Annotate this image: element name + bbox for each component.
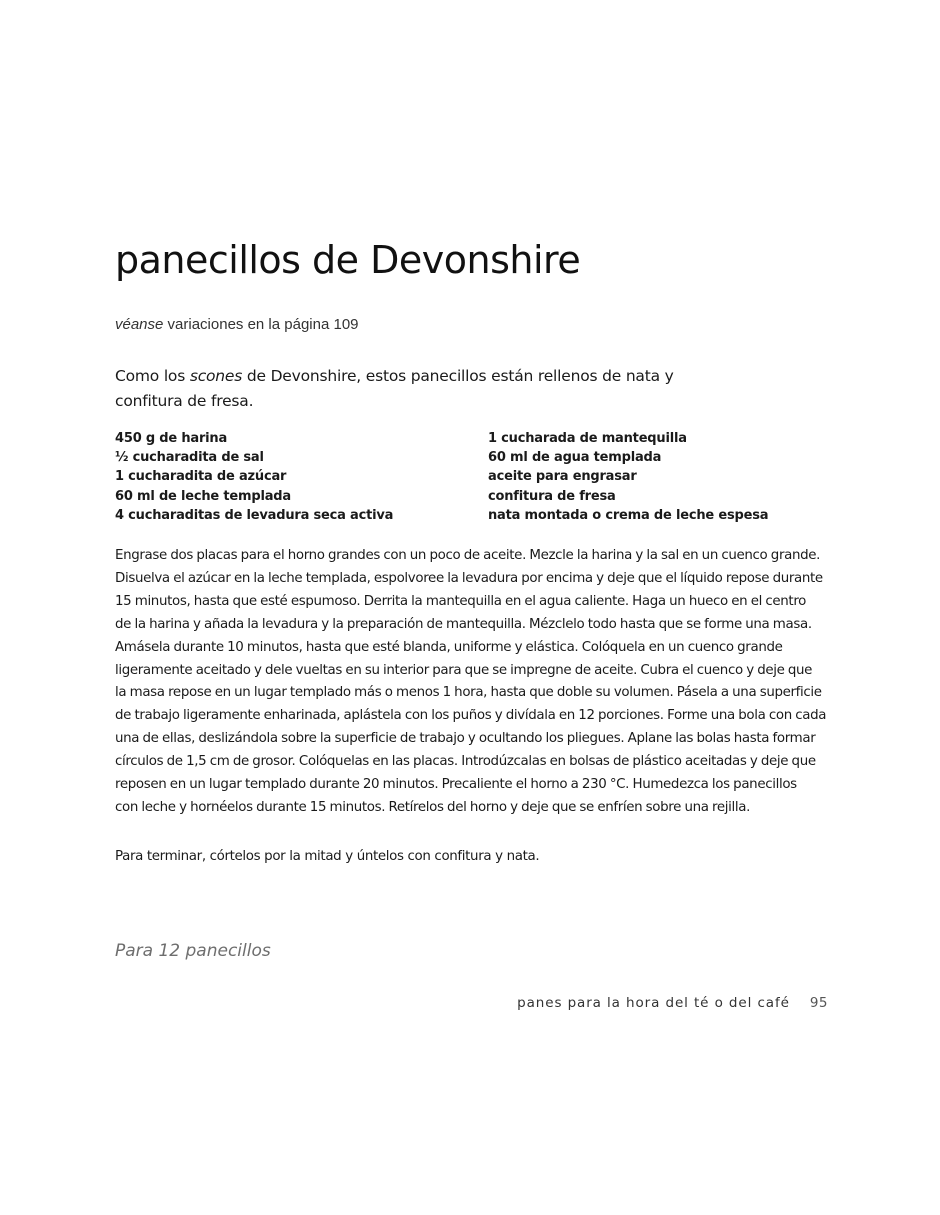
ingredient-item: aceite para engrasar [488,469,637,485]
ingredient-item: 60 ml de agua templada [488,450,662,466]
footer-section-title: panes para la hora del té o del café [517,995,790,1011]
method-line: la masa repose en un lugar templado más o menos 1 hora, hasta que doble su volumen. Pásela a una superficie [115,685,822,701]
page-footer [517,995,828,1011]
method-line: de trabajo ligeramente enharinada, aplástela con los puños y divídala en 12 porciones. Forme una bola con cada [115,708,827,724]
ingredient-item: nata montada o crema de leche espesa [488,507,769,523]
page-number: 95 [809,995,828,1011]
ingredient-item: 60 ml de leche templada [115,488,291,504]
ingredients-list-right [488,429,828,525]
intro-text-before: Como los [115,367,190,385]
ingredient-item: 1 cucharadita de azúcar [115,469,287,485]
method-line: reposen en un lugar templado durante 20 minutos. Precaliente el horno a 230 °C. Humedezca los panecillos [115,777,797,793]
method-line: Amásela durante 10 minutos, hasta que esté blanda, uniforme y elástica. Colóquela en un cuenco grande [115,639,783,655]
recipe-intro [115,364,725,414]
ingredient-item: 1 cucharada de mantequilla [488,431,687,446]
variations-italic: véanse [115,316,164,333]
method-line: Disuelva el azúcar en la leche templada, espolvoree la levadura por encima y deje que el líquido repose durante [115,570,823,586]
method-line: Engrase dos placas para el horno grandes con un poco de aceite. Mezcle la harina y la sal en un cuenco grande. [115,548,821,563]
variations-reference [115,316,359,333]
method-paragraph [115,545,827,820]
method-line: de la harina y añada la levadura y la preparación de mantequilla. Mézclelo todo hasta que se forme una masa. [115,616,812,632]
ingredients-list-left [115,429,475,525]
variations-text: variaciones en la página 109 [163,316,359,333]
recipe-title: panecillos de Devonshire [115,238,581,282]
finishing-instruction: Para terminar, córtelos por la mitad y úntelos con confitura y nata. [115,849,540,864]
method-line: una de ellas, deslizándola sobre la superficie de trabajo y ocultando los pliegues. Aplane las bolas hasta formar [115,731,816,747]
recipe-yield: Para 12 panecillos [115,941,271,961]
method-line: círculos de 1,5 cm de grosor. Colóquelas en las placas. Introdúzcalas en bolsas de plástico aceitadas y deje que [115,754,816,770]
ingredient-item: 450 g de harina [115,431,228,446]
ingredient-item: confitura de fresa [488,488,616,504]
method-line: 15 minutos, hasta que esté espumoso. Derrita la mantequilla en el agua caliente. Haga un hueco en el centro [115,593,807,609]
method-line: ligeramente aceitado y dele vueltas en su interior para que se impregne de aceite. Cubra el cuenco y deje que [115,662,813,678]
method-line: con leche y hornéelos durante 15 minutos. Retírelos del horno y deje que se enfríen sobre una rejilla. [115,799,750,815]
intro-italic-word: scones [189,367,243,385]
intro-text-after: de Devonshire, estos panecillos están rellenos de nata y confitura de fresa. [115,367,674,410]
ingredient-item: ½ cucharadita de sal [115,450,264,466]
ingredient-item: 4 cucharaditas de levadura seca activa [115,507,394,523]
